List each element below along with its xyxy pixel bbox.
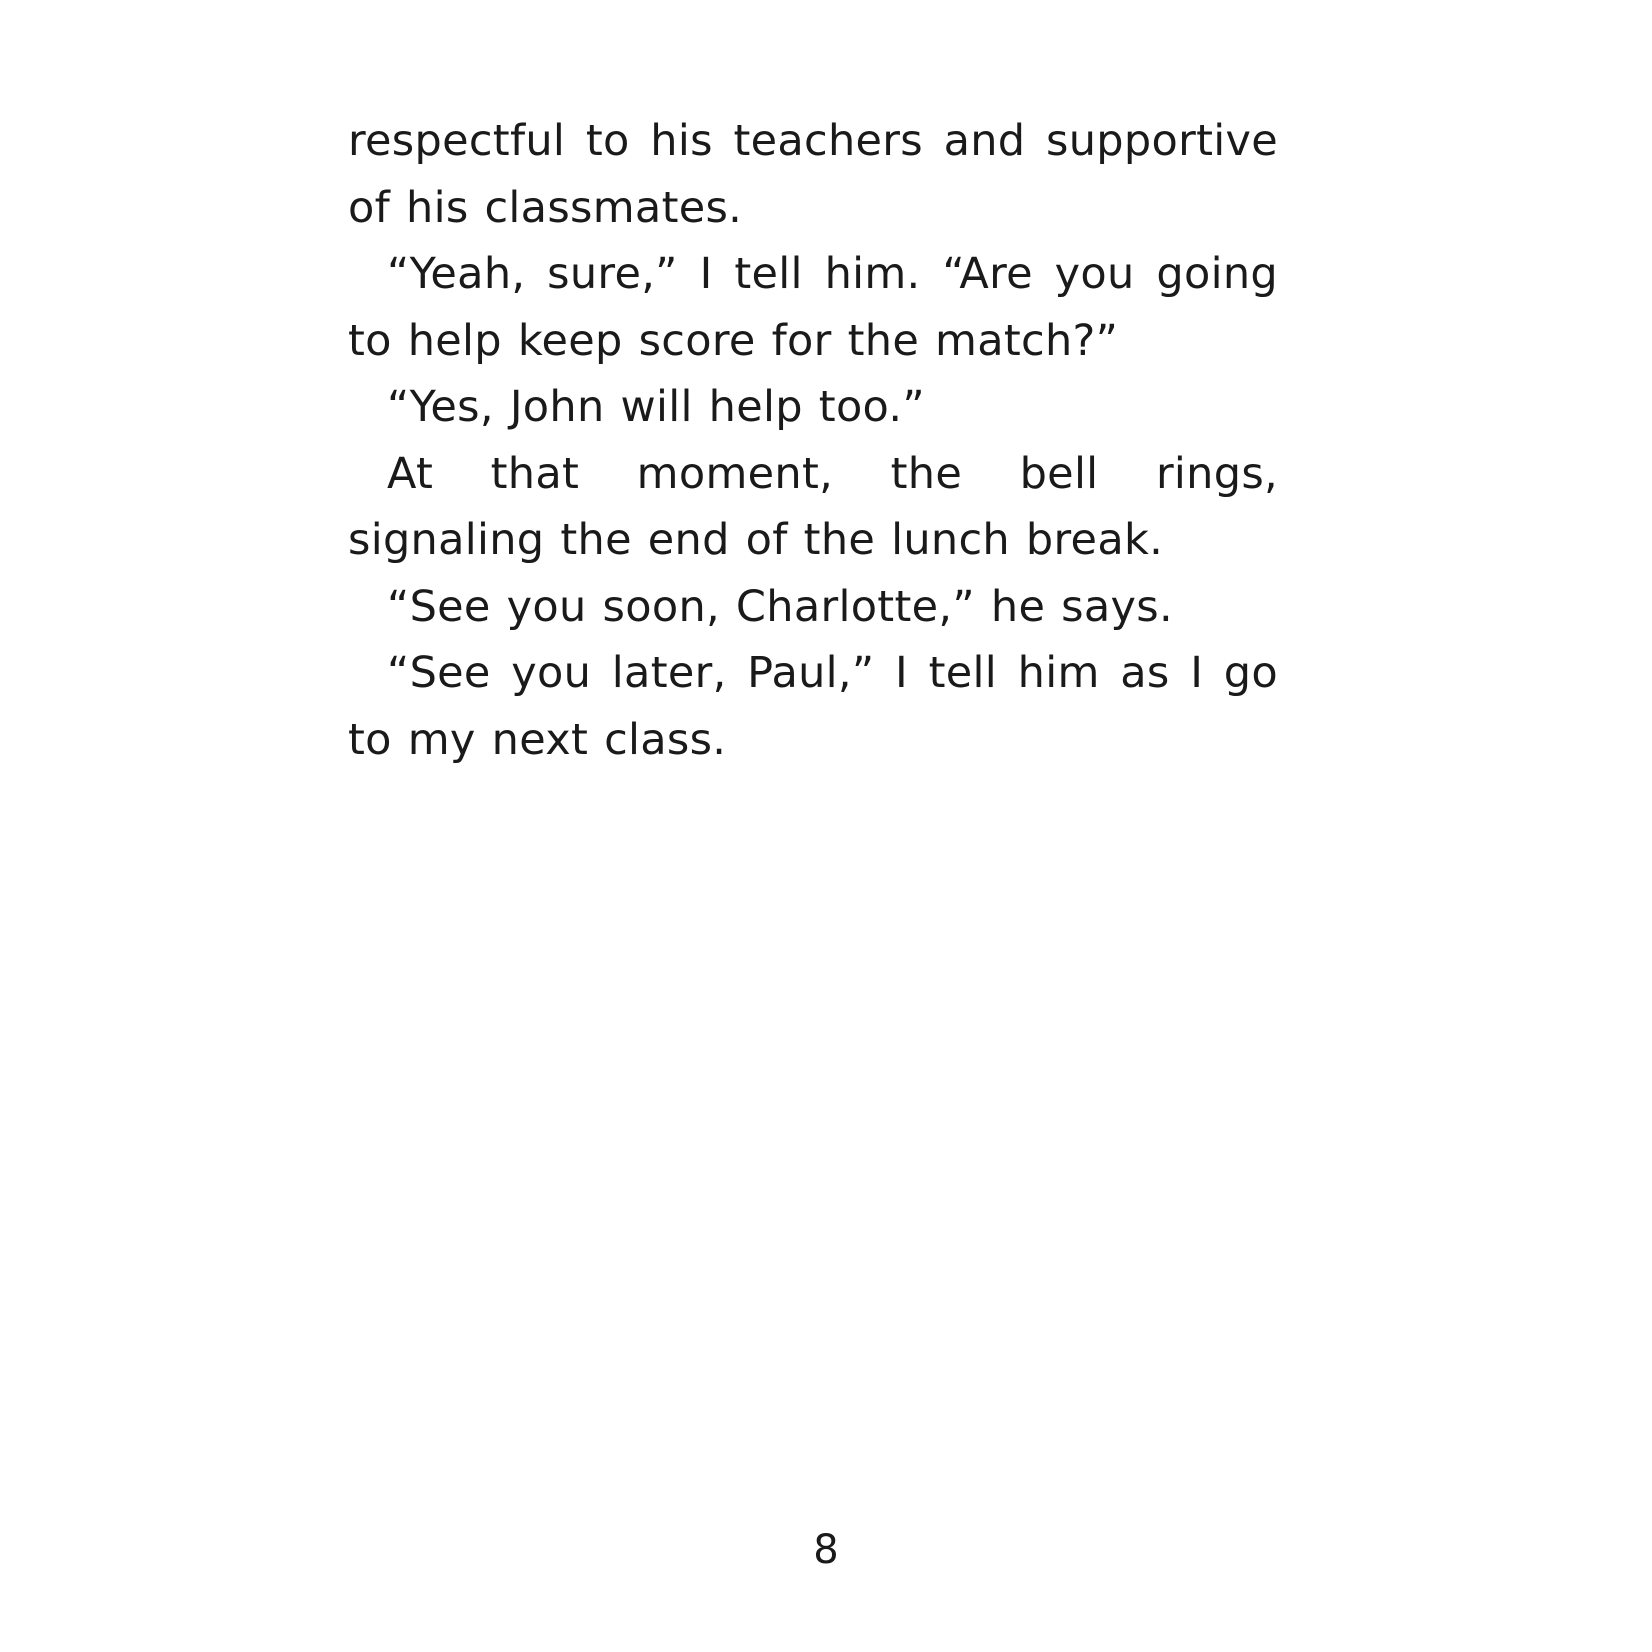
page-number: 8 <box>813 1527 839 1573</box>
paragraph-dialogue-paul: “See you later, Paul,” I tell him as I go to my next class. <box>348 648 1278 765</box>
paragraph-dialogue-john: “Yes, John will help too.” <box>387 382 925 432</box>
paragraph-dialogue-score: “Yeah, sure,” I tell him. “Are you going to help keep score for the match?” <box>348 249 1278 366</box>
paragraph-continuation: respectful to his teachers and supportive of his classmates. <box>348 116 1278 233</box>
body-text <box>348 108 1278 773</box>
paragraph-bell-rings: At that moment, the bell rings, signaling the end of the lunch break. <box>348 448 1278 565</box>
paragraph-dialogue-charlotte: “See you soon, Charlotte,” he says. <box>387 581 1173 632</box>
